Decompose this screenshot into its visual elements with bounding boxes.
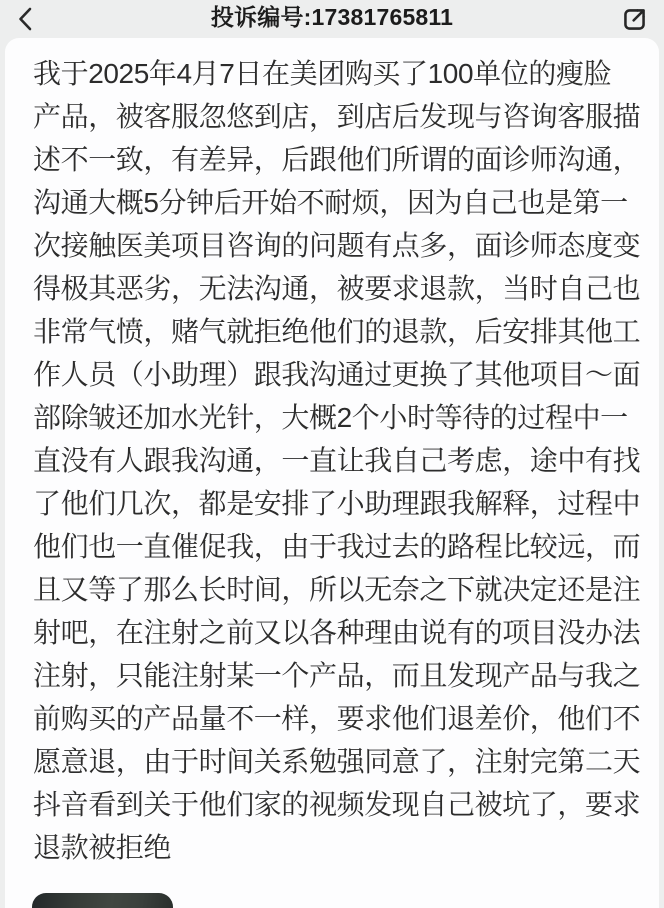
text-line: 述不一致，有差异，后跟他们所谓的面诊师沟通，: [33, 144, 641, 175]
text-line: 直没有人跟我沟通，一直让我自己考虑，途中有找: [33, 445, 641, 476]
text-line: 沟通大概5分钟后开始不耐烦，因为自己也是第一: [33, 187, 628, 218]
text-line: 且又等了那么长时间，所以无奈之下就决定还是注: [33, 574, 641, 605]
back-button[interactable]: [6, 0, 46, 38]
text-line: 了他们几次，都是安排了小助理跟我解释，过程中: [33, 488, 641, 519]
attachment-thumbnail[interactable]: [32, 893, 173, 908]
text-line: 次接触医美项目咨询的问题有点多，面诊师态度变: [33, 230, 641, 261]
text-line: 退款被拒绝: [33, 832, 172, 863]
text-line: 我于2025年4月7日在美团购买了100单位的瘦脸: [33, 58, 612, 89]
complaint-card: [5, 38, 659, 908]
chevron-left-icon: [15, 6, 37, 32]
text-line: 非常气愤，赌气就拒绝他们的退款，后安排其他工: [33, 316, 641, 347]
text-line: 部除皱还加水光针，大概2个小时等待的过程中一: [33, 402, 628, 433]
text-line: 注射，只能注射某一个产品，而且发现产品与我之: [33, 660, 641, 691]
share-button[interactable]: [614, 0, 654, 38]
text-line: 射吧，在注射之前又以各种理由说有的项目没办法: [33, 617, 641, 648]
top-bar: [0, 0, 664, 38]
text-line: 作人员（小助理）跟我沟通过更换了其他项目～面: [33, 359, 641, 390]
text-line: 愿意退，由于时间关系勉强同意了，注射完第二天: [33, 746, 641, 777]
text-line: 他们也一直催促我，由于我过去的路程比较远，而: [33, 531, 641, 562]
text-line: 产品，被客服忽悠到店，到店后发现与咨询客服描: [33, 101, 641, 132]
text-line: 得极其恶劣，无法沟通，被要求退款，当时自己也: [33, 273, 641, 304]
complaint-text: [5, 38, 659, 869]
text-line: 抖音看到关于他们家的视频发现自己被坑了，要求: [33, 789, 641, 820]
text-line: 前购买的产品量不一样，要求他们退差价，他们不: [33, 703, 641, 734]
page-title: 投诉编号:17381765811: [210, 4, 454, 30]
open-in-new-icon: [620, 5, 649, 34]
